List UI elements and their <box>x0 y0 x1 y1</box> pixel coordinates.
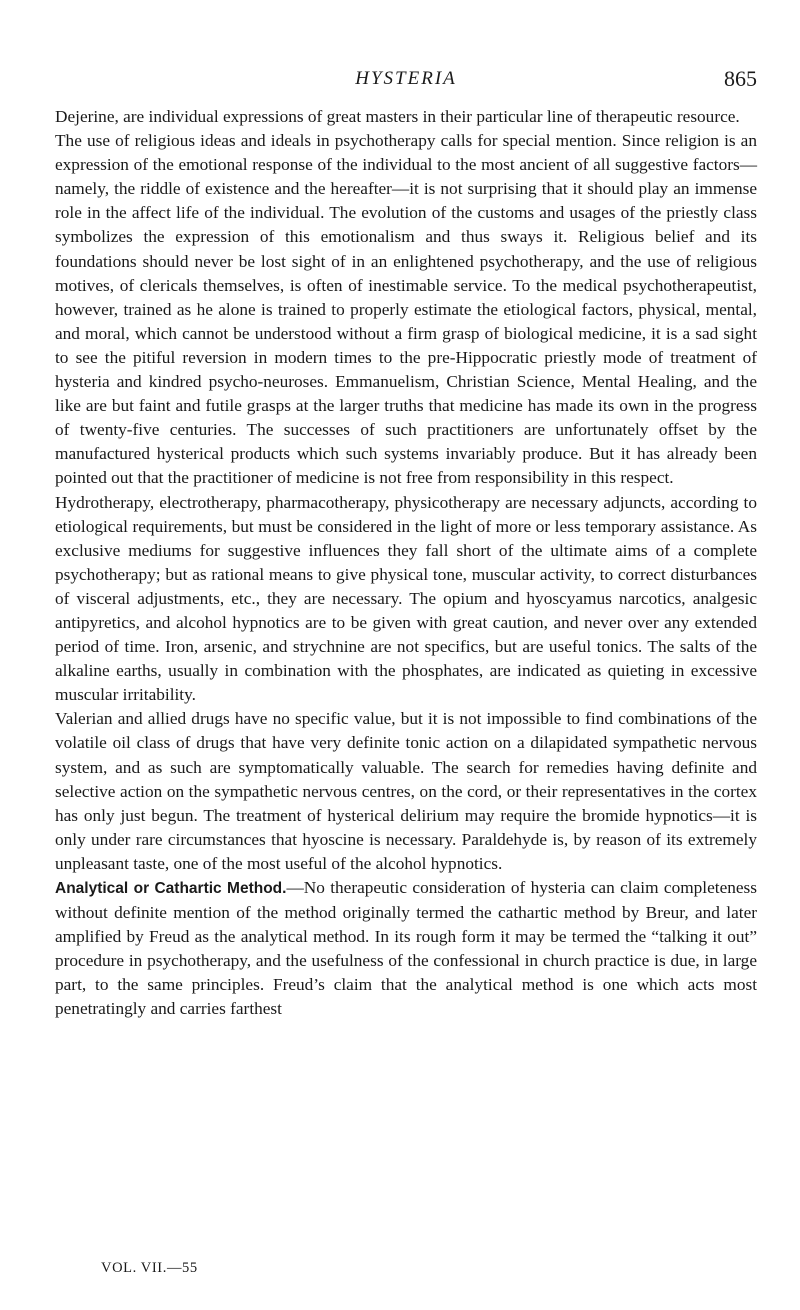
paragraph-2-text: The use of religious ideas and ideals in psychotherapy calls for special mention. Since religion is an expression of the emotional response of the individual to the most ancient of all suggestive factors—namely, the riddle of existence and the hereafter—it is not surprising that it should play an immense role in the affect life of the individual. The evolution of the customs and usages of the priestly class symbolizes the expression of this emotionalism and thus sways it. Religious belief and its foundations should never be lost sight of in an enlightened psychotherapy, and the use of religious motives, of clericals themselves, is often of inestimable service. To the medical psychotherapeutist, however, trained as he alone is trained to properly estimate the etiological factors, physical, mental, and moral, which cannot be understood without a firm grasp of biological medicine, it is a sad sight to see the pitiful reversion in modern times to the pre-Hippocratic priestly mode of treatment of hysteria and kindred psycho-neuroses. Emmanuelism, Christian Science, Mental Healing, and the like are but faint and futile grasps at the larger truths that medicine has made its own in the progress of twenty-five centuries. The successes of such practitioners are unfortunately offset by the manufactured hysterical products which such systems invariably produce. But it has already been pointed out that the practitioner of medicine is not free from responsibility in this respect. <box>55 131 757 488</box>
volume-signature: VOL. VII.—55 <box>101 1260 198 1276</box>
running-head <box>55 66 757 106</box>
page-number: 865 <box>724 66 757 91</box>
paragraph-4-text: Valerian and allied drugs have no specific value, but it is not impossible to find combinations of the volatile oil class of drugs that have very definite tonic action on a dilapidated sympathetic nervous system, and as such are symptomatically valuable. The search for remedies having definite and selective action on the sympathetic nervous centres, on the cord, or their representatives in the cortex has only just begun. The treatment of hysterical delirium may require the bromide hypnotics—it is only under rare circumstances that hyoscine is necessary. Paraldehyde is, by reason of its extremely unpleasant taste, one of the most useful of the alcohol hypnotics. <box>55 709 757 873</box>
paragraph-1-text: Dejerine, are individual expressions of great masters in their particular line of therapeutic resource. <box>55 107 740 126</box>
paragraph-1 <box>55 105 757 129</box>
paragraph-3-text: Hydrotherapy, electrotherapy, pharmacotherapy, physicotherapy are necessary adjuncts, according to etiological requirements, but must be considered in the light of more or less temporary assistance. As exclusive mediums for suggestive influences they fall short of the ultimate aims of a complete psychotherapy; but as rational means to give physical tone, muscular activity, to correct disturbances of visceral adjustments, etc., they are necessary. The opium and hyoscyamus narcotics, analgesic antipyretics, and alcohol hypnotics are to be given with great caution, and never over any extended period of time. Iron, arsenic, and strychnine are not specifics, but are useful tonics. The salts of the alkaline earths, usually in combination with the phosphates, are indicated as quieting in excessive muscular irritability. <box>55 492 757 705</box>
paragraph-3 <box>55 491 757 708</box>
body-text <box>55 105 757 1022</box>
running-title: HYSTERIA <box>355 68 457 89</box>
paragraph-5 <box>55 876 757 1022</box>
paragraph-2 <box>55 129 757 490</box>
section-heading-analytical-method: Analytical or Cathartic Method. <box>55 880 287 897</box>
paragraph-5-text: —No therapeutic consideration of hysteria can claim completeness without definite mention of the method originally termed the cathartic method by Breur, and later amplified by Freud as the analytical method. In its rough form it may be termed the “talking it out” procedure in psychotherapy, and the usefulness of the confessional in church practice is due, in large part, to the same principles. Freud’s claim that the analytical method is one which acts most penetratingly and carries farthest <box>55 878 758 1019</box>
paragraph-4 <box>55 707 757 876</box>
